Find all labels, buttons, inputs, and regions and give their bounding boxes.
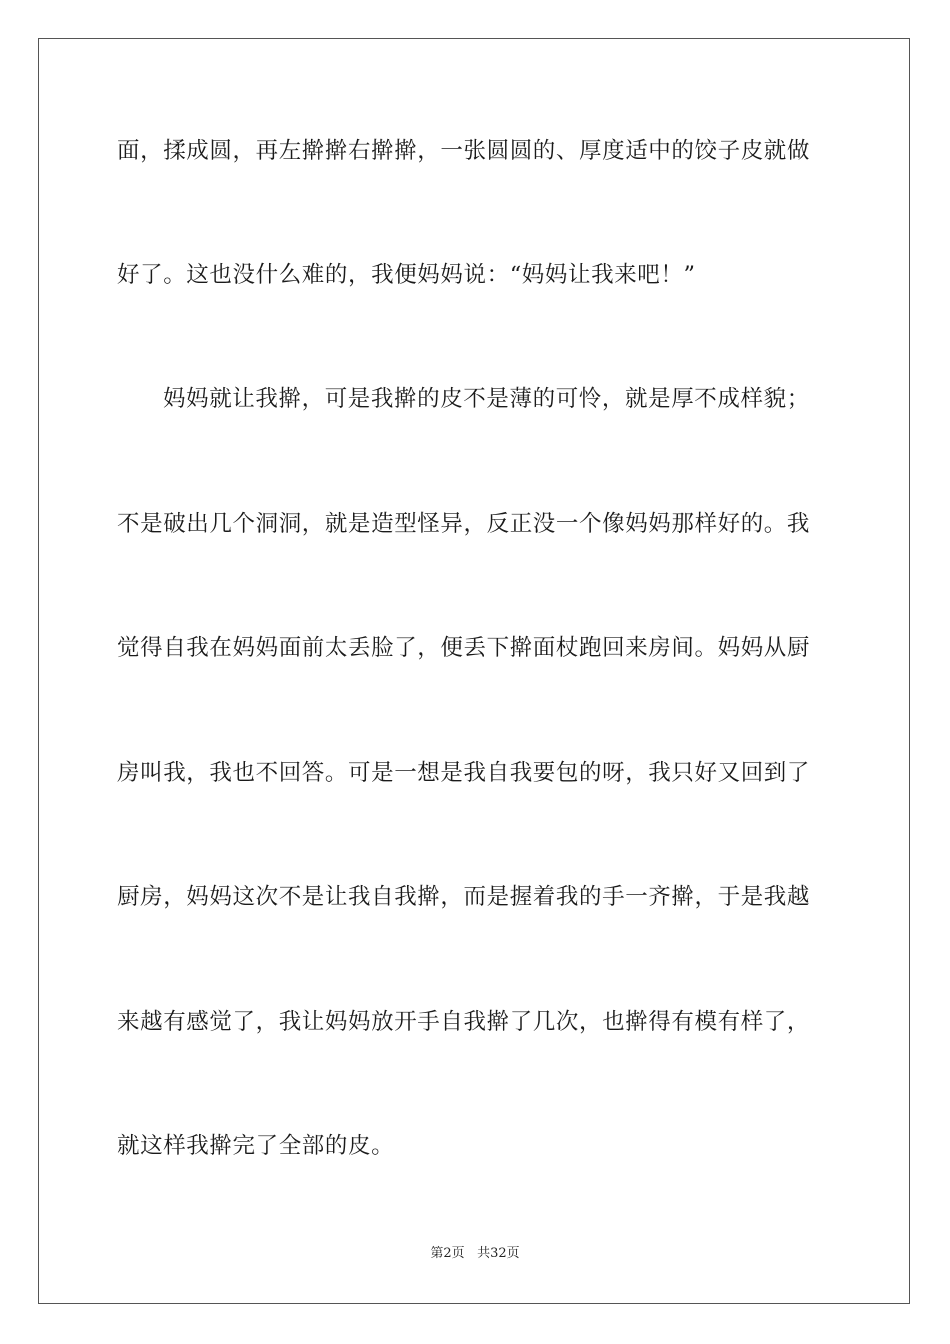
total-unit: 页 bbox=[506, 1246, 520, 1261]
total-pages: 32 bbox=[490, 1246, 507, 1261]
text-line: 房叫我，我也不回答。可是一想是我自我要包的呀，我只好又回到了 bbox=[117, 760, 811, 786]
text-line: 不是破出几个洞洞，就是造型怪异，反正没一个像妈妈那样好的。我 bbox=[117, 511, 811, 537]
text-line: 觉得自我在妈妈面前太丢脸了，便丢下擀面杖跑回来房间。妈妈从厨 bbox=[117, 635, 811, 661]
text-line: 来越有感觉了，我让妈妈放开手自我擀了几次，也擀得有模有样了， bbox=[117, 1009, 811, 1035]
text-line: 面，揉成圆，再左擀擀右擀擀，一张圆圆的、厚度适中的饺子皮就做 bbox=[117, 138, 811, 164]
page-number: 2 bbox=[443, 1246, 452, 1261]
text-line-paragraph-start: 妈妈就让我擀，可是我擀的皮不是薄的可怜，就是厚不成样貌； bbox=[163, 386, 810, 412]
text-line: 好了。这也没什么难的，我便妈妈说：“妈妈让我来吧！” bbox=[117, 262, 696, 288]
page-footer bbox=[0, 1245, 950, 1263]
page-border bbox=[38, 38, 910, 1304]
text-line: 就这样我擀完了全部的皮。 bbox=[117, 1133, 395, 1159]
total-label: 共 bbox=[477, 1246, 491, 1261]
text-line: 厨房，妈妈这次不是让我自我擀，而是握着我的手一齐擀，于是我越 bbox=[117, 884, 811, 910]
page-unit: 页 bbox=[451, 1246, 465, 1261]
page-label: 第 bbox=[430, 1246, 444, 1261]
